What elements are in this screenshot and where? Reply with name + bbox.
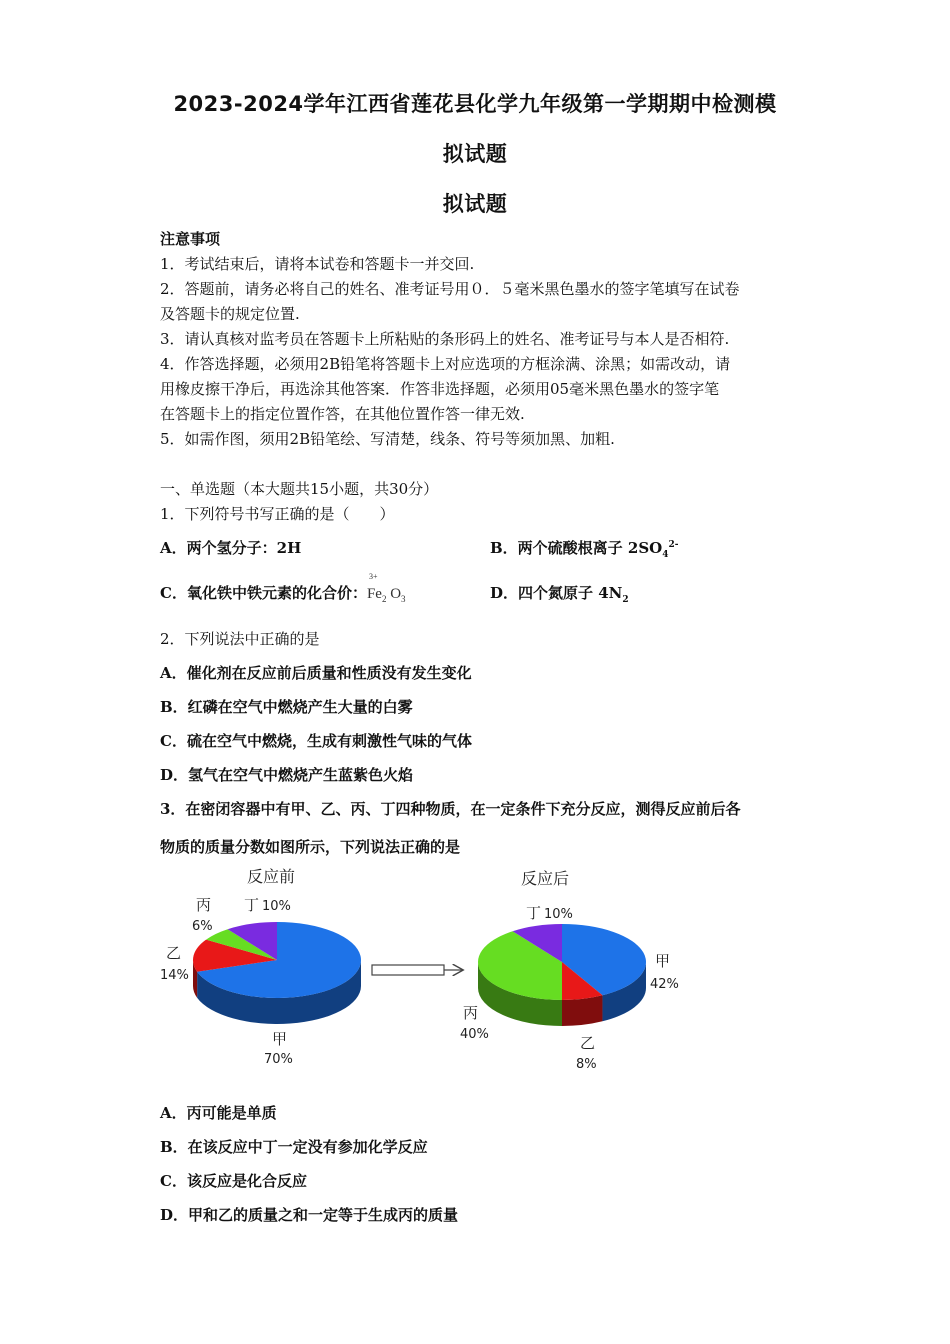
exam-subtitle: 拟试题: [442, 192, 508, 216]
q3-option-c: C．该反应是化合反应: [160, 1172, 307, 1190]
q3-stem-line2: 物质的质量分数如图所示，下列说法正确的是: [160, 838, 461, 856]
q2-option-a: A．催化剂在反应前后质量和性质没有发生变化: [160, 664, 472, 682]
pie-chart-before: [193, 922, 361, 1024]
value-label-bing-before: 6%: [192, 919, 213, 934]
q1-option-d: D．四个氮原子 $4N_2$: [490, 584, 629, 605]
notice-item: 在答题卡上的指定位置作答，在其他位置作答一律无效.: [160, 405, 525, 423]
notice-item: 4．作答选择题，必须用2B铅笔将答题卡上对应选项的方框涂满、涂黑；如需改动，请: [160, 355, 731, 373]
q3-option-a: A．丙可能是单质: [160, 1104, 277, 1122]
notice-heading: 注意事项: [160, 230, 221, 248]
q1-option-b: B．两个硫酸根离子 $2SO_4^{2-}$: [490, 539, 679, 560]
pie-chart-after: [478, 924, 646, 1026]
notice-item: 及答题卡的规定位置.: [160, 305, 300, 323]
label-ding-before: 丁: [244, 896, 260, 914]
exam-title: 2023-2024学年江西省莲花县化学九年级第一学期期中检测模: [173, 92, 777, 116]
notice-item: 1．考试结束后，请将本试卷和答题卡一并交回.: [160, 255, 475, 273]
label-bing-before: 丙: [196, 896, 212, 914]
value-label-jia-before: 70%: [264, 1052, 293, 1067]
value-label-ding-before: 10%: [262, 899, 291, 914]
q1-stem: 1．下列符号书写正确的是（ ）: [160, 505, 395, 523]
notice-item: 用橡皮擦干净后，再选涂其他答案．作答非选择题，必须用05毫米黑色墨水的签字笔: [160, 380, 720, 398]
q3-option-d: D．甲和乙的质量之和一定等于生成丙的质量: [160, 1206, 459, 1224]
q2-option-c: C．硫在空气中燃烧，生成有刺激性气味的气体: [160, 732, 472, 750]
exam-title-cont: 拟试题: [442, 142, 508, 166]
q3-option-b: B．在该反应中丁一定没有参加化学反应: [160, 1138, 428, 1156]
label-jia-after: 甲: [655, 952, 671, 970]
q2-stem: 2．下列说法中正确的是: [160, 630, 320, 648]
value-label-ding-after: 10%: [544, 907, 573, 922]
value-label-yi-after: 8%: [576, 1057, 597, 1072]
section-heading: 一、单选题（本大题共15小题，共30分）: [160, 480, 439, 498]
value-label-bing-after: 40%: [460, 1027, 489, 1042]
notice-item: 3．请认真核对监考员在答题卡上所粘贴的条形码上的姓名、准考证号与本人是否相符.: [160, 330, 730, 348]
q2-option-d: D．氢气在空气中燃烧产生蓝紫色火焰: [160, 766, 414, 784]
label-yi-after: 乙: [580, 1034, 596, 1052]
pie-before-title: 反应前: [246, 867, 296, 886]
label-bing-after: 丙: [463, 1004, 479, 1022]
value-label-jia-after: 42%: [650, 977, 679, 992]
label-jia-before: 甲: [272, 1030, 288, 1048]
value-label-yi-before: 14%: [160, 968, 189, 983]
pie-after-title: 反应后: [520, 869, 570, 888]
notice-item: 2．答题前，请务必将自己的姓名、准考证号用０．５毫米黑色墨水的签字笔填写在试卷: [160, 280, 740, 298]
q3-stem-line1: 3．在密闭容器中有甲、乙、丙、丁四种物质，在一定条件下充分反应，测得反应前后各: [160, 800, 741, 818]
iron-oxide-formula: 3+ $Fe_2$ $O_3$: [366, 572, 406, 604]
pie-side-乙: [562, 995, 602, 1026]
q1-option-c: C．氧化铁中铁元素的化合价： 3+ $Fe_2$ $O_3$: [160, 572, 406, 604]
q1-option-a: A．两个氢分子：2H: [160, 539, 302, 557]
notice-item: 5．如需作图，须用2B铅笔绘、写清楚，线条、符号等须加黑、加粗.: [160, 430, 615, 448]
label-ding-after: 丁: [526, 904, 542, 922]
label-yi-before: 乙: [166, 944, 182, 962]
q2-option-b: B．红磷在空气中燃烧产生大量的白雾: [160, 698, 413, 716]
pie-charts-figure: [0, 860, 950, 1080]
reaction-arrow: [372, 965, 462, 975]
